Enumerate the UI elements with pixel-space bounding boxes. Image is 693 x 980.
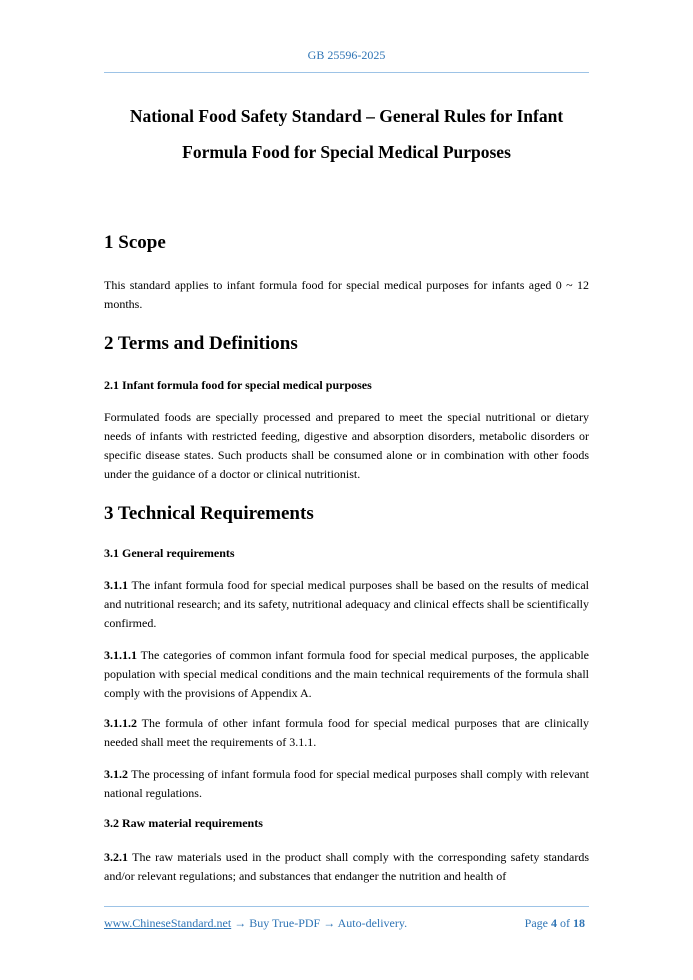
clause-number: 3.1.1.1 [104,648,137,662]
section-2-1-heading: 2.1 Infant formula food for special medical purposes [104,378,372,392]
clause-text: The infant formula food for special medical purposes shall be based on the results of medical and nutritional research; and its safety, nutritional adequacy and clinical effects shall be scientifically confirmed. [104,578,589,630]
header-divider [104,72,589,73]
page-indicator [525,916,585,931]
clause-text: The categories of common infant formula food for special medical purposes, the applicable population with special medical conditions and the main technical requirements of the formula shall comply with the provisions of Appendix A. [104,648,589,700]
section-2-heading: 2 Terms and Definitions [104,333,298,354]
clause-text: The formula of other infant formula food for special medical purposes that are clinically needed shall meet the requirements of 3.1.1. [104,716,589,749]
section-3-1-heading: 3.1 General requirements [104,546,235,560]
clause-text: The raw materials used in the product shall comply with the corresponding safety standards and/or relevant regulations; and substances that endanger the nutrition and health of [104,850,589,883]
of-label: of [560,916,570,930]
clause-3-1-1-2 [104,714,589,752]
title-line-1: National Food Safety Standard – General Rules for Infant [129,106,564,126]
clause-3-1-2 [104,765,589,803]
document-title [104,98,589,170]
section-2-1-text: Formulated foods are specially processed and prepared to meet the special nutritional or dietary needs of infants with restricted feeding, digestive and absorption disorders, metabolic disorders or specific disease states. Such products shall be consumed alone or in combination with other foods under the guidance of a doctor or clinical nutritionist. [104,410,589,481]
clause-text: The processing of infant formula food for special medical purposes shall comply with relevant national regulations. [104,767,589,800]
clause-number: 3.2.1 [104,850,128,864]
clause-3-1-1 [104,576,589,633]
footer-promo: → Buy True-PDF → Auto-delivery. [231,916,408,930]
footer-divider [104,906,589,907]
section-3-heading: 3 Technical Requirements [104,503,314,524]
page-number: 4 [551,916,557,930]
page-label: Page [524,916,548,930]
clause-3-2-1 [104,848,589,886]
page-total: 18 [573,916,585,930]
section-1-heading: 1 Scope [104,232,166,253]
running-header: GB 25596-2025 [307,48,386,62]
site-link[interactable]: www.ChineseStandard.net [104,916,232,930]
clause-number: 3.1.1 [104,578,128,592]
section-1-text: This standard applies to infant formula food for special medical purposes for infants aged 0 ~ 12 months. [104,278,589,311]
clause-number: 3.1.2 [104,767,128,781]
clause-number: 3.1.1.2 [104,716,137,730]
section-3-2-heading: 3.2 Raw material requirements [104,816,263,830]
clause-3-1-1-1 [104,646,589,703]
title-line-2: Formula Food for Special Medical Purposes [182,142,511,162]
page-footer [104,916,589,931]
